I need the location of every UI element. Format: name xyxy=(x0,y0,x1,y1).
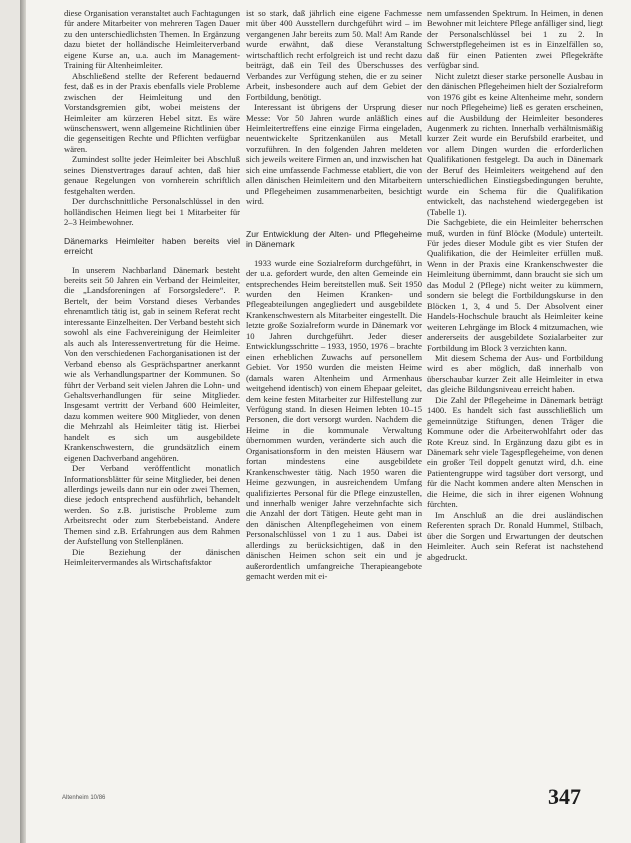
paragraph: ist so stark, daß jährlich eine eigene Fachmesse mit über 400 Ausstellern durchgeführt wird – im vergangenen Jahr bereits zum 50. Mal! Am Rande wurde erwähnt, daß diese Veranstaltung wirtschaftlich recht erfolgreich ist und recht dazu beiträgt, daß ein Teil des Überschusses des Verbandes zur Verfügung stehen, die er zu seiner Arbeit, insbesondere auch auf dem Gebiet der Fortbildung, benötigt. xyxy=(246,8,422,102)
paragraph: Interessant ist übrigens der Ursprung dieser Messe: Vor 50 Jahren wurde anläßlich eines Heimleitertreffens eine einzige Firma eingeladen, neuentwickelte Spritzenkanülen aus Metall vorzuführen. In den folgenden Jahren meldeten sich jeweils weitere Firmen an, und inzwischen hat sich eine umfassende Fachmesse etabliert, die von allen dänischen Heimleitern und den Mitarbeitern und Pflegeheimen zusammenarbeiten, besichtigt wird. xyxy=(246,102,422,207)
paragraph: Die Zahl der Pflegeheime in Dänemark beträgt 1400. Es handelt sich fast ausschließlich um gemeinnützige Stiftungen, denen Träger die Kommune oder die Arbeiterwohlfahrt oder das Rote Kreuz sind. In Ergänzung dazu gibt es in Dänemark sehr viele Tagespflegeheime, von denen ein großer Teil doppelt genutzt wird, d.h. eine Patientengruppe wird tagsüber dort versorgt, und für die Nacht kommen andere alten Menschen in die Heime, die sich in ihrer eigenen Wohnung fürchten. xyxy=(427,394,603,510)
text-column-1 xyxy=(64,8,240,568)
page-number: 347 xyxy=(548,784,581,809)
paragraph: Die Sachgebiete, die ein Heimleiter beherrschen muß, wurden in fünf Blöcke (Module) unterteilt. Für jedes dieser Module gibt es vier Stufen der Qualifikation, die der Heimleiter erfüllen muß. Wenn in der Praxis eine Krankenschwester die Heimleitung übernimmt, dann braucht sie sich um das Modul 2 (Pflege) nicht weiter zu kümmern, sondern sie belegt die Fortbildungskurse in den Blöcken 1, 3, 4 und 5. Der Absolvent einer Handels-Hochschule braucht als Heimleiter keine weiteren Lehrgänge im Block 4 mitzumachen, wie andererseits der ausgebildete Sozialarbeiter zur Fortbildung im Block 3 verzichten kann. xyxy=(427,217,603,353)
paragraph: Nicht zuletzt dieser starke personelle Ausbau in den dänischen Pflegeheimen hielt der Sozialreform von 1976 gibt es keine Altenheime mehr, sondern nur noch Pflegeheime) ließ es geraten erscheinen, auf die Ausbildung der Heimleiter besonderes Augenmerk zu richten. Innerhalb verhältnismäßig kurzer Zeit wurde ein Berufsbild erarbeitet, und vor allem Dingen wurden die erforderlichen Qualifikationen festgelegt. Da auch in Dänemark der Beruf des Heimleiters weitgehend auf den unterschiedlichen Einstiegsbedingungen beruhte, wurde ein Schema für die Qualifikation entwickelt, das nachstehend wiedergegeben ist (Tabelle 1). xyxy=(427,70,603,217)
paragraph: nem umfassenden Spektrum. In Heimen, in denen Bewohner mit leichtere Pflege anfälliger sind, liegt der Personalschlüssel bei 1 zu 2. In Schwerstpflegeheimen ist es in Einzelfällen so, daß für einen Patienten zwei Pflegekräfte verfügbar sind. xyxy=(427,8,603,71)
paragraph: diese Organisation veranstaltet auch Fachtagungen für andere Mitarbeiter von mehreren Tagen Dauer zu den unterschiedlichsten Themen. In Ergänzung dazu bietet der holländische Heimleiterverband eigene Kurse an, u.a. auch im Management-Training für Altenheimleiter. xyxy=(64,8,240,71)
text-column-2 xyxy=(246,8,422,582)
paragraph: Abschließend stellte der Referent bedauernd fest, daß es in der Praxis ebenfalls viele Probleme zwischen der Heimleitung und den Vorstandsgremien gibt, wobei meistens der Heimleiter am kürzeren Hebel sitzt. Es wäre wünschenswert, wenn allgemeine Richtlinien über die gegenseitigen Rechte und Pflichten verfügbar wären. xyxy=(64,70,240,154)
paragraph: Der durchschnittliche Personalschlüssel in den holländischen Heimen liegt bei 1 Mitarbeiter für 2–3 Heimbewohner. xyxy=(64,196,240,228)
paragraph: Im Anschluß an die drei ausländischen Referenten sprach Dr. Ronald Hummel, Stilbach, über die Sorgen und Erwartungen der deutschen Heimleiter. Auch sein Referat ist nachstehend abgedruckt. xyxy=(427,509,603,562)
page-binding-shadow xyxy=(20,0,26,843)
paragraph: Mit diesem Schema der Aus- und Fortbildung wird es aber möglich, daß innerhalb von überschaubar kurzer Zeit alle Heimleiter in etwa das gleiche Bildungsniveau erreicht haben. xyxy=(427,352,603,395)
text-column-3 xyxy=(427,8,603,562)
paragraph: Der Verband veröffentlicht monatlich Informationsblätter für seine Mitglieder, bei denen allerdings jeweils dann nur ein oder zwei Themen, diese jedoch entsprechend ausführlich, behandelt werden. So z.B. juristische Probleme zum Arbeitsrecht oder zum Sterbebeistand. Andere Themen sind z.B. Erfahrungen aus dem Rahmen der Aufstellung von Stellenplänen. xyxy=(64,463,240,547)
section-heading: Zur Entwicklung der Alten- und Pflegeheime in Dänemark xyxy=(246,228,422,250)
section-heading: Dänemarks Heimleiter haben bereits viel erreicht xyxy=(64,235,240,257)
paragraph: In unserem Nachbarland Dänemark besteht bereits seit 50 Jahren ein Verband der Heimleiter, die „Landsforeningen af Forsorgsledere“. P. Bertelt, der beim Vorstand dieses Verbandes ehrenamtlich tätig ist, gab in seinem Referat recht interessante Einzelheiten. Der Verband besteht sich sowohl als eine Fachvereinigung der Heimleiter als auch als Interessenvertretung für die Heime. Von den verschiedenen Fachorganisationen ist der Verband ebenso als Gesprächspartner anerkannt wie als Verhandlungspartner der Kommunen. So führt der Verband seit vielen Jahren die Lohn- und Gehaltsverhandlungen für seine Mitglieder. Insgesamt vertritt der Verband 600 Heimleiter, dazu kommen weitere 900 Mitglieder, von denen die Mehrzahl als Heimleiter tätig ist. Hierbei handelt es sich um ausgebildete Krankenschwestern, die grundsätzlich einem eigenen Dachverband angehören. xyxy=(64,264,240,463)
spacer xyxy=(246,207,422,221)
paragraph: 1933 wurde eine Sozialreform durchgeführt, in der u.a. gefordert wurde, den alten Gemeinde ein entsprechendes Heim bereitstellen muß. Seit 1950 wurden den Heimen Kranken- und Pflegeabteilungen angegliedert und ausgebildete Krankenschwestern als Mitarbeiter eingestellt. Die letzte große Sozialreform wurde in Dänemark vor 10 Jahren durchgeführt. Jeder dieser Entwicklungsschritte – 1933, 1950, 1976 – brachte einen erheblichen Zuwachs auf personellem Gebiet. Vor 1950 wurden die meisten Heime (damals waren Altenheim und Armenhaus weitgehend identisch) von einem Ehepaar geleitet, dem keine festen Mitarbeiter zur Hilfestellung zur Verfügung stand. In diesen Heimen lebten 10–15 Personen, die dort versorgt wurden. Nachdem die Heime in die kommunale Verwaltung übernommen wurden, veränderte sich auch die Organisationsform in den meisten Häusern war fortan mindestens eine ausgebildete Krankenschwester tätig. Nach 1950 waren die Heime gezwungen, in ausreichendem Umfang qualifiziertes Personal für die Pflege einzustellen, und innerhalb weniger Jahre verzehnfachte sich die Anzahl der dort Tätigen. Heute geht man in den dänischen Altenpflegeheimen von einem Personalschlüssel von 1 zu 1 aus. Dabei ist allerdings zu berücksichtigen, daß in den dänischen Heimen schon seit ein und je außerordentlich umfangreiche Therapieangebote gemacht werden mit ei- xyxy=(246,257,422,582)
footer-issue-label: Altenheim 10/86 xyxy=(62,795,106,801)
paragraph: Die Beziehung der dänischen Heimleitervermandes als Wirtschaftsfaktor xyxy=(64,546,240,568)
paragraph: Zumindest sollte jeder Heimleiter bei Abschluß seines Dienstvertrages darauf achten, daß hier genaue Regelungen von vornherein schriftlich festgehalten werden. xyxy=(64,154,240,196)
